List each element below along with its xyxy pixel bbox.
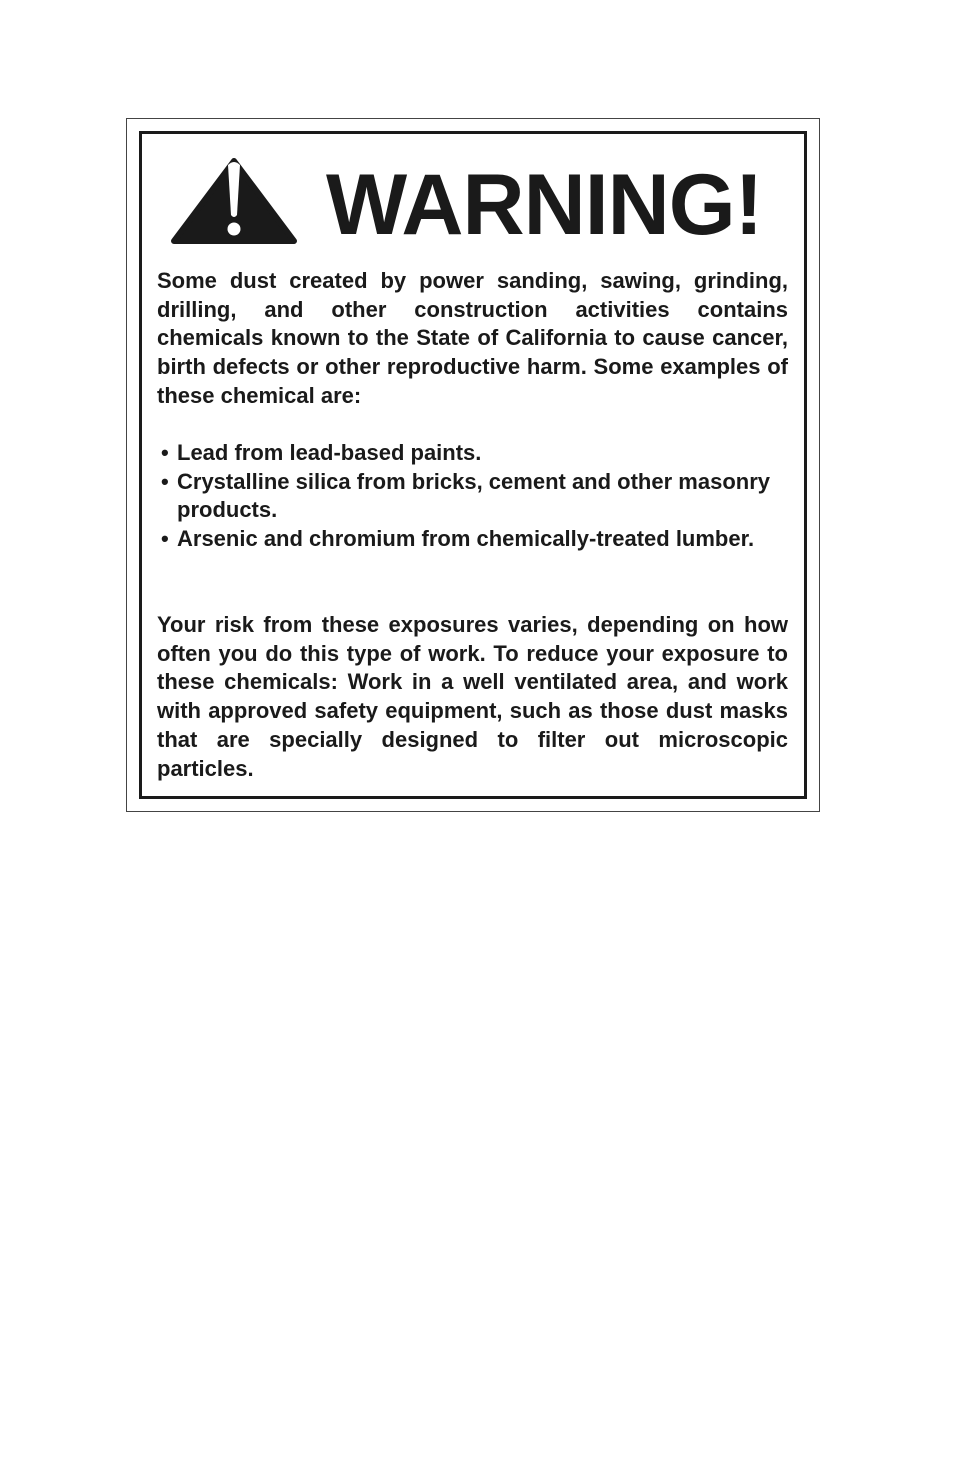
list-item	[161, 439, 781, 468]
intro-paragraph: Some dust created by power sanding, sawing, grinding, drilling, and other construction activities contains chemicals known to the State of California to cause cancer, birth defects or other reproductive harm. Some examples of these chemical are:	[157, 268, 788, 408]
list-item-text: Crystalline silica from bricks, cement and other masonry products.	[177, 468, 770, 523]
list-item-text: Arsenic and chromium from chemically-treated lumber.	[177, 526, 755, 552]
list-item-text: Lead from lead-based paints.	[177, 440, 482, 465]
bullet-glyph: •	[161, 468, 169, 494]
bullet-glyph: •	[161, 440, 169, 465]
examples-list	[161, 439, 781, 554]
list-item	[161, 525, 781, 554]
outro-paragraph: Your risk from these exposures varies, depending on how often you do this type of work. To reduce your exposure to these chemicals: Work in a well ventilated area, and work with approved safety equipment, such as those dust masks that are specially designed to filter out microscopic particles.	[157, 612, 788, 781]
bullet-glyph: •	[161, 526, 169, 552]
warning-triangle-icon	[170, 157, 298, 245]
warning-header	[170, 155, 790, 253]
warning-title: WARNING!	[326, 157, 763, 253]
list-item	[161, 468, 781, 525]
